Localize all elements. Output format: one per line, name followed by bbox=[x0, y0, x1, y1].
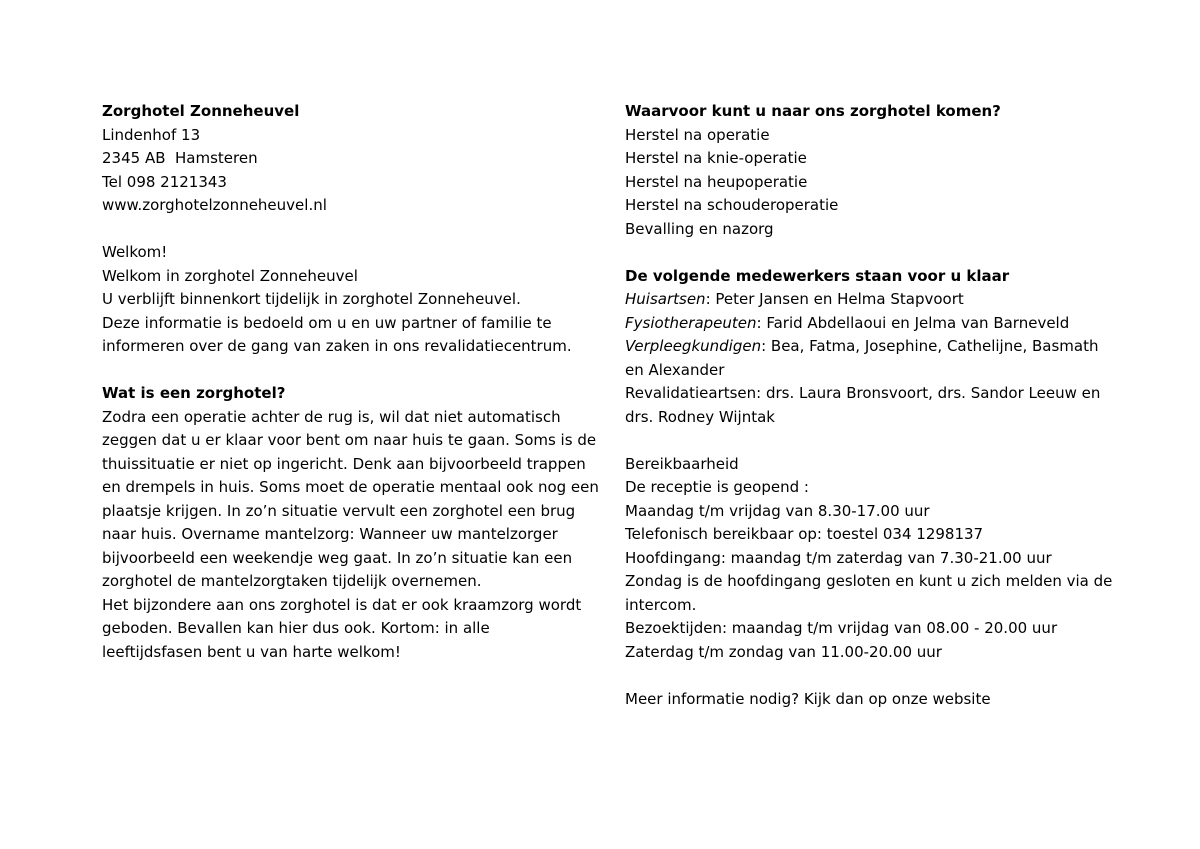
paragraph-line: Zodra een operatie achter de rug is, wil dat niet automatisch bbox=[102, 407, 561, 426]
spacer bbox=[102, 359, 580, 383]
spacer bbox=[625, 429, 1095, 453]
more-info-text: Meer informatie nodig? Kijk dan op onze website bbox=[625, 689, 991, 708]
list-item: Bevalling en nazorg bbox=[625, 219, 774, 238]
reach-line: Maandag t/m vrijdag van 8.30-17.00 uur bbox=[625, 501, 930, 520]
address-street: Lindenhof 13 bbox=[102, 125, 201, 144]
reach-line: Zaterdag t/m zondag van 11.00-20.00 uur bbox=[625, 642, 942, 661]
spacer bbox=[102, 218, 580, 242]
reach-line: Bezoektijden: maandag t/m vrijdag van 08.00 - 20.00 uur bbox=[625, 619, 1058, 637]
section-heading: Wat is een zorghotel? bbox=[102, 384, 286, 402]
paragraph-line: leeftijdsfasen bent u van harte welkom! bbox=[102, 642, 401, 661]
staff-rehab-cont: drs. Rodney Wijntak bbox=[625, 407, 775, 426]
staff-nurses bbox=[625, 335, 1099, 359]
welcome-section bbox=[102, 241, 580, 359]
spacer bbox=[625, 241, 1095, 265]
staff-names: : Bea, Fatma, Josephine, Cathelijne, Basmath bbox=[761, 337, 1099, 355]
welcome-line: Deze informatie is bedoeld om u en uw partner of familie te bbox=[102, 313, 552, 332]
paragraph-line: naar huis. Overname mantelzorg: Wanneer uw mantelzorger bbox=[102, 525, 558, 543]
reach-line: intercom. bbox=[625, 595, 697, 614]
list-item: Herstel na operatie bbox=[625, 125, 770, 144]
reach-line: Zondag is de hoofdingang gesloten en kunt u zich melden via de bbox=[625, 572, 1113, 590]
paragraph-line: Het bijzondere aan ons zorghotel is dat er ook kraamzorg wordt bbox=[102, 595, 582, 614]
reach-line: Hoofdingang: maandag t/m zaterdag van 7.30-21.00 uur bbox=[625, 548, 1052, 567]
reach-section bbox=[625, 453, 1113, 665]
address-city: 2345 AB Hamsteren bbox=[102, 149, 258, 167]
reach-title: Bereikbaarheid bbox=[625, 454, 739, 473]
welcome-line: informeren over de gang van zaken in ons revalidatiecentrum. bbox=[102, 337, 572, 355]
paragraph-line: plaatsje krijgen. In zo’n situatie vervult een zorghotel een brug bbox=[102, 501, 576, 520]
spacer bbox=[625, 664, 1095, 688]
paragraph-line: zeggen dat u er klaar voor bent om naar huis te gaan. Soms is de bbox=[102, 431, 597, 449]
staff-nurses-cont: en Alexander bbox=[625, 360, 725, 379]
welcome-line: Welkom in zorghotel Zonneheuvel bbox=[102, 266, 358, 285]
paragraph-line: geboden. Bevallen kan hier dus ook. Kortom: in alle bbox=[102, 619, 490, 637]
reach-line: Telefonisch bereikbaar op: toestel 034 1298137 bbox=[625, 525, 984, 543]
section-heading: Waarvoor kunt u naar ons zorghotel komen? bbox=[625, 102, 1001, 120]
staff-rehab: Revalidatieartsen: drs. Laura Bronsvoort, drs. Sandor Leeuw en bbox=[625, 384, 1101, 402]
right-column bbox=[625, 100, 1113, 711]
reasons-section bbox=[625, 100, 1095, 241]
list-item: Herstel na knie-operatie bbox=[625, 149, 807, 167]
staff-names: : Farid Abdellaoui en Jelma van Barneveld bbox=[756, 313, 1070, 332]
left-column bbox=[102, 100, 599, 664]
list-item: Herstel na schouderoperatie bbox=[625, 196, 839, 214]
paragraph-line: bijvoorbeeld een weekendje weg gaat. In zo’n situatie kan een bbox=[102, 548, 573, 567]
welcome-greeting: Welkom! bbox=[102, 243, 168, 261]
staff-section bbox=[625, 265, 1101, 430]
staff-role-label: Huisartsen bbox=[625, 290, 706, 308]
reach-line: De receptie is geopend : bbox=[625, 478, 809, 496]
what-is-section bbox=[102, 382, 599, 664]
welcome-line: U verblijft binnenkort tijdelijk in zorghotel Zonneheuvel. bbox=[102, 290, 521, 308]
hotel-name: Zorghotel Zonneheuvel bbox=[102, 102, 300, 120]
staff-physio bbox=[625, 312, 1095, 336]
staff-doctors bbox=[625, 288, 1095, 312]
address-phone: Tel 098 2121343 bbox=[102, 172, 227, 191]
paragraph-line: zorghotel de mantelzorgtaken tijdelijk overnemen. bbox=[102, 572, 482, 590]
list-item: Herstel na heupoperatie bbox=[625, 172, 808, 191]
address-website: www.zorghotelzonneheuvel.nl bbox=[102, 196, 327, 214]
staff-role-label: Fysiotherapeuten bbox=[625, 313, 757, 332]
address-block bbox=[102, 100, 580, 218]
staff-names: : Peter Jansen en Helma Stapvoort bbox=[705, 290, 964, 308]
paragraph-line: en drempels in huis. Soms moet de operatie mentaal ook nog een bbox=[102, 478, 599, 496]
staff-role-label: Verpleegkundigen bbox=[625, 337, 762, 355]
paragraph-line: thuissituatie er niet op ingericht. Denk aan bijvoorbeeld trappen bbox=[102, 454, 586, 473]
section-heading: De volgende medewerkers staan voor u klaar bbox=[625, 266, 1010, 285]
